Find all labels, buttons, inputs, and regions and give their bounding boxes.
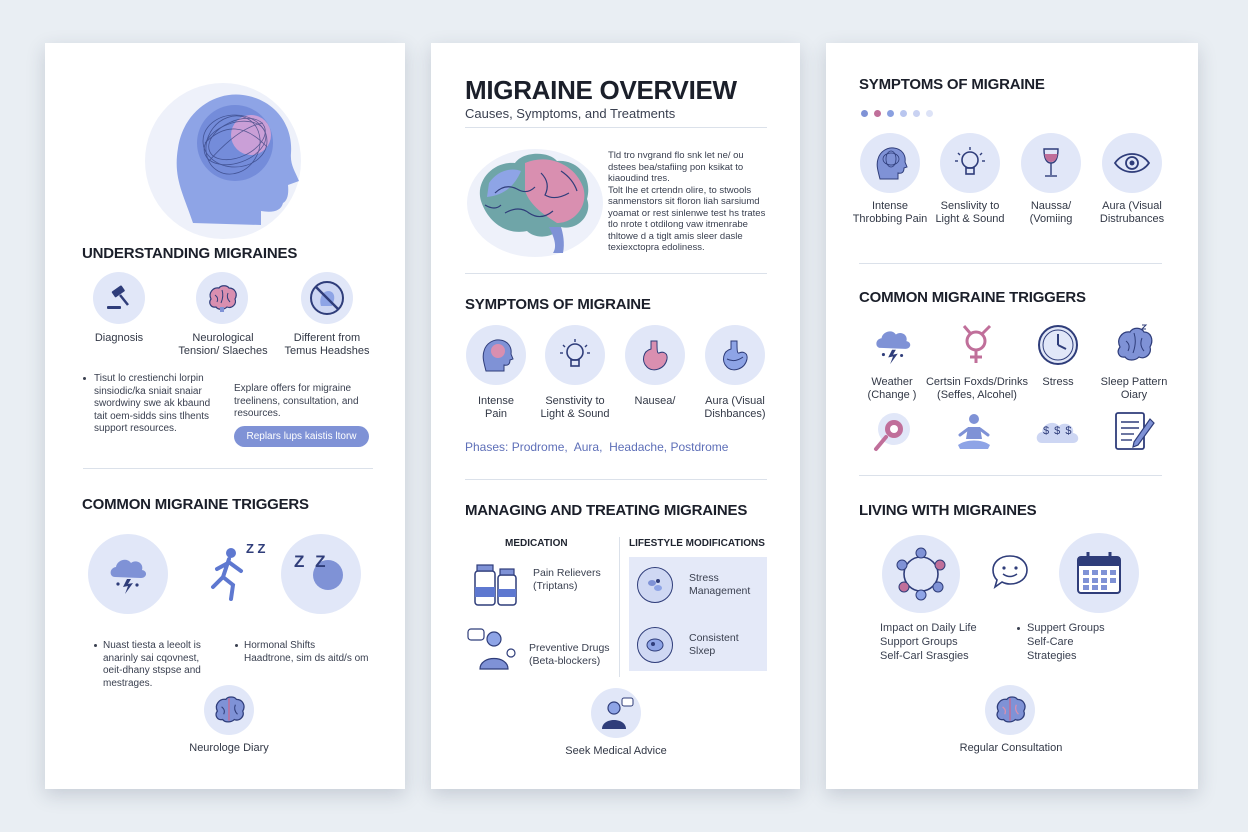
doctor-icon (466, 627, 522, 671)
dot (887, 110, 894, 117)
dot (913, 110, 920, 117)
eye-icon (1113, 148, 1151, 178)
aura-label: Aura (Visual Dishbances) (704, 395, 766, 420)
stress-circle (637, 567, 673, 603)
doctor-icon (598, 696, 634, 730)
understanding-title: UNDERSTANDING MIGRAINES (82, 245, 298, 262)
consultation-circle (985, 685, 1035, 735)
light-label: Senstivity to Light & Sound (540, 395, 610, 420)
pill-icon (643, 633, 667, 657)
phases-text: Phases: Prodrome, Aura, Headache, Postdrome (465, 440, 729, 454)
different-circle (301, 272, 353, 324)
trigger-bullet-dot2 (235, 644, 238, 647)
pill-bottles-icon (472, 561, 522, 609)
brain-icon (1112, 323, 1156, 367)
dot (926, 110, 933, 117)
triggers-title: COMMON MIGRAINE TRIGGERS (859, 289, 1086, 306)
chat-bubble (990, 553, 1030, 591)
brain-illustration (465, 143, 605, 259)
aura-label: Aura (Visual Distrubances (1099, 200, 1165, 225)
impact-text: Impact on Daily Life Support Groups Self-Carl Srasgies (880, 622, 977, 662)
med2-text: Preventive Drugs (Beta-blockers) (529, 642, 610, 667)
light-label: Senslivity to Light & Sound (935, 200, 1005, 225)
stress-icon-wrap (1036, 323, 1080, 367)
decorative-dots (861, 110, 939, 118)
smile-chat-icon (990, 553, 1030, 591)
aura-circle (1102, 133, 1162, 193)
head-illustration (143, 73, 303, 243)
foods-label: Certsin Foxds/Drinks (Seffes, Alcohel) (925, 376, 1029, 401)
aura-circle (705, 325, 765, 385)
sleep-pattern-label: Sleep Pattern Oiary (1100, 376, 1168, 401)
head-pain-icon (478, 337, 514, 373)
impact-circle (882, 535, 960, 613)
intro-text: Tld tro nvgrand flo snk let ne/ ou dstees bea/stafiing pon ksikat to kiaoudind tres. Tolt lhe et crtendn olire, to stwools sanmenstors sit floron liah sarsiumd yoamat or rest sinlenwe test hs trates tlo nrote t otdilong vaw itmenrabe thltowe d a tiglt amis sleer dasle texiexctopra edoliness. (608, 150, 766, 253)
storm-cloud-icon (105, 551, 151, 597)
money-cloud (1034, 413, 1082, 449)
medication-header: MEDICATION (505, 538, 568, 549)
life1-text: Stress Management (689, 572, 751, 597)
pain-circle (466, 325, 526, 385)
divider (465, 127, 767, 128)
panel-overview (431, 43, 800, 789)
clock-icon (1036, 323, 1080, 367)
meditation-icon (954, 411, 994, 453)
diagnosis-circle (93, 272, 145, 324)
advice-circle (591, 688, 641, 738)
bullet-dot (83, 377, 86, 380)
stomach-icon (717, 337, 753, 373)
foods-icon-wrap (956, 323, 996, 367)
medication-bottles (472, 561, 522, 609)
no-headache-icon (307, 278, 347, 318)
divider (465, 273, 767, 274)
trigger-bullet-dot1 (94, 644, 97, 647)
neuro-circle (196, 272, 248, 324)
meditation-icon-wrap (954, 411, 994, 453)
food-plate-icon (643, 573, 667, 597)
panel-symptoms-living (826, 43, 1198, 789)
money-text: $ $ $ (1043, 425, 1073, 437)
brain-icon (992, 694, 1028, 726)
calendar-circle (1059, 533, 1139, 613)
support-bullet-dot (1017, 627, 1020, 630)
support-text: Suppert Groups Self-Care Strategies (1027, 622, 1105, 662)
light-circle (545, 325, 605, 385)
lightbulb-icon (952, 145, 988, 181)
nausea-circle (1021, 133, 1081, 193)
diary-circle (204, 685, 254, 735)
life2-text: Consistent Slxep (689, 632, 739, 657)
nausea-label: Nausea/ (634, 395, 676, 407)
calendar-icon (1075, 550, 1123, 596)
light-circle (940, 133, 1000, 193)
living-title: LIVING WITH MIGRAINES (859, 502, 1037, 519)
pain-label: Intense Pain (477, 395, 515, 420)
divider (859, 475, 1162, 476)
nausea-circle (625, 325, 685, 385)
stress-label: Stress (1042, 376, 1074, 388)
symptoms-title: SYMPTOMS OF MIGRAINE (859, 76, 1045, 93)
throbbing-circle (860, 133, 920, 193)
notepad-icon (1112, 409, 1156, 453)
diary-label: Neurologe Diary (189, 742, 269, 754)
trigger-bullet2: Hormonal Shifts Haadtrone, sim ds aitd/s om (244, 640, 369, 664)
advice-label: Seek Medical Advice (565, 745, 667, 757)
sleep-pattern-icon-wrap (1112, 323, 1156, 367)
resources-button[interactable]: Replars lups kaistis ltorw (234, 426, 369, 447)
offer-text: Explare offers for migraine treelinens, consultation, and resources. (234, 383, 359, 419)
dot (900, 110, 907, 117)
notepad-icon-wrap (1112, 409, 1156, 453)
sleep-circle-small (637, 627, 673, 663)
overview-title: MIGRAINE OVERVIEW (465, 75, 737, 105)
lightbulb-icon (557, 337, 593, 373)
weather-circle (88, 534, 168, 614)
dot (874, 110, 881, 117)
brain-icon (211, 694, 247, 726)
nausea-label: Naussa/ (Vomiing (1029, 200, 1073, 225)
weather-icon-wrap (870, 323, 916, 367)
consultation-label: Regular Consultation (959, 742, 1063, 754)
throbbing-label: Intense Throbbing Pain (852, 200, 928, 225)
zzz-text-small: Z Z (246, 541, 266, 556)
doctor-figure (466, 627, 522, 671)
brain-icon (205, 283, 239, 313)
panel-understanding (45, 43, 405, 789)
sleep-circle (281, 534, 361, 614)
symptoms-title: SYMPTOMS OF MIGRAINE (465, 296, 651, 313)
dot (861, 110, 868, 117)
network-people-icon (892, 545, 950, 603)
magnifier-icon-wrap (872, 411, 914, 455)
med1-text: Pain Relievers (Triptans) (533, 567, 601, 592)
neuro-label: Neurological Tension/ Slaeches (178, 332, 268, 357)
overview-subtitle: Causes, Symptoms, and Treatments (465, 106, 676, 121)
weather-label: Weather (Change ) (867, 376, 917, 401)
managing-title: MANAGING AND TREATING MIGRAINES (465, 502, 748, 519)
stomach-icon (637, 337, 673, 373)
head-pain-icon (872, 145, 908, 181)
divider (465, 479, 767, 480)
lifestyle-header: LIFESTYLE MODIFICATIONS (629, 538, 765, 549)
wine-glass-icon (1033, 145, 1069, 181)
magnifier-icon (872, 411, 914, 455)
trigger-bullet1: Nuast tiesta a leeolt is anarinly sai cqovnest, oeit-dhany stspse and mestrages. (103, 640, 201, 689)
diagnosis-label: Diagnosis (94, 332, 144, 344)
brain-icon (465, 143, 605, 259)
divider (83, 468, 373, 469)
understanding-bullet-text: Tisut lo crestienchi lorpin sinsiodic/ka sniait snaiar swordwiny swe ak kbaund tait oem-sidds sins tlhents support resources. (94, 373, 211, 434)
zzz-text: Z Z (294, 552, 329, 571)
different-label: Different from Temus Headshes (284, 332, 370, 357)
gender-symbol-icon (956, 323, 996, 367)
storm-cloud-icon (870, 323, 916, 367)
gavel-icon (104, 283, 134, 313)
human-head-icon (143, 73, 303, 243)
triggers-title: COMMON MIGRAINE TRIGGERS (82, 496, 309, 513)
divider (859, 263, 1162, 264)
